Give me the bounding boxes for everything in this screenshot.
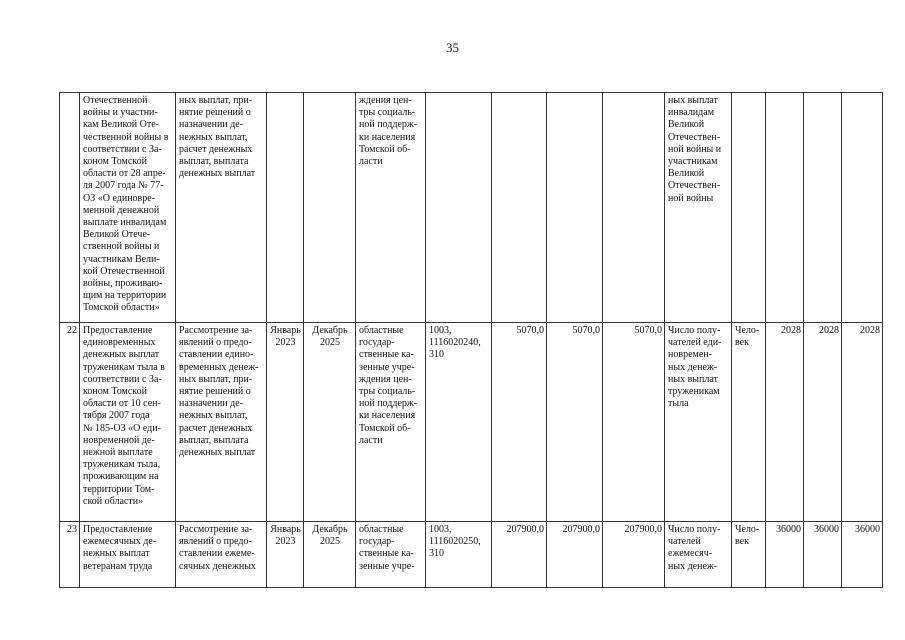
amount-2024-cell: 5070,0 bbox=[547, 323, 603, 522]
indicator-2023-cell bbox=[766, 93, 804, 323]
indicator-2025-cell: 36000 bbox=[842, 522, 883, 588]
amount-2025-cell: 207900,0 bbox=[603, 522, 665, 588]
budget-code-cell: 1003, 1116020250, 310 bbox=[426, 522, 492, 588]
row-number-cell bbox=[60, 93, 80, 323]
page-number: 35 bbox=[446, 40, 459, 55]
unit-cell: Чело- век bbox=[732, 522, 766, 588]
measure-action-cell: Рассмотрение за- явлений о предо- ставлении едино- временных денеж- ных выплат, при- нятие решений о назначении де- нежных выплат, расчет денежных выплат, выплата денежных выплат bbox=[176, 323, 267, 522]
indicator-2024-cell: 36000 bbox=[804, 522, 842, 588]
measure-action-cell: Рассмотрение за- явлений о предо- ставлении ежеме- сячных денежных bbox=[176, 522, 267, 588]
row-number-cell: 23 bbox=[60, 522, 80, 588]
indicator-2025-cell: 2028 bbox=[842, 323, 883, 522]
table-row bbox=[60, 93, 883, 323]
row-number-cell: 22 bbox=[60, 323, 80, 522]
table-row bbox=[60, 323, 883, 522]
measure-name-cell: Предоставление единовременных денежных выплат труженикам тыла в соответствии с За- коном Томской области от 10 сен- тября 2007 года № 185-ОЗ «О еди- новременной де- нежной выплате труженикам тыла, проживающим на территории Том- ской области» bbox=[80, 323, 176, 522]
indicator-cell: Число полу- чателей ежемесяч- ных денеж- bbox=[665, 522, 732, 588]
end-date-cell bbox=[304, 93, 356, 323]
executor-cell: ждения цен- тры социаль- ной поддерж- ки населения Томской об- ласти bbox=[356, 93, 426, 323]
unit-cell bbox=[732, 93, 766, 323]
amount-2025-cell: 5070,0 bbox=[603, 323, 665, 522]
executor-cell: областные государ- ственные ка- зенные учре- bbox=[356, 522, 426, 588]
end-date-cell: Декабрь 2025 bbox=[304, 323, 356, 522]
end-date-cell: Декабрь 2025 bbox=[304, 522, 356, 588]
start-date-cell: Январь 2023 bbox=[267, 323, 304, 522]
indicator-2025-cell bbox=[842, 93, 883, 323]
measure-name-cell: Предоставление ежемесячных де- нежных выплат ветеранам труда bbox=[80, 522, 176, 588]
amount-2023-cell: 5070,0 bbox=[492, 323, 547, 522]
program-measures-table bbox=[59, 92, 883, 588]
budget-code-cell bbox=[426, 93, 492, 323]
indicator-2024-cell bbox=[804, 93, 842, 323]
executor-cell: областные государ- ственные ка- зенные учре- ждения цен- тры социаль- ной поддерж- ки населения Томской об- ласти bbox=[356, 323, 426, 522]
unit-cell: Чело- век bbox=[732, 323, 766, 522]
amount-2023-cell bbox=[492, 93, 547, 323]
amount-2025-cell bbox=[603, 93, 665, 323]
indicator-2023-cell: 36000 bbox=[766, 522, 804, 588]
start-date-cell bbox=[267, 93, 304, 323]
table-row bbox=[60, 522, 883, 588]
amount-2024-cell: 207900,0 bbox=[547, 522, 603, 588]
amount-2024-cell bbox=[547, 93, 603, 323]
indicator-cell: ных выплат инвалидам Великой Отечествен- ной войны и участникам Великой Отечествен- ной войны bbox=[665, 93, 732, 323]
amount-2023-cell: 207900,0 bbox=[492, 522, 547, 588]
measure-name-cell: Отечественной войны и участни- кам Великой Оте- чественной войны в соответствии с За- коном Томской области от 28 апре- ля 2007 года № 77- ОЗ «О единовре- менной денежной выплате инвалидам Великой Отече- ственной войны и участникам Вели- кой Отечественной войны, проживаю- щим на территории Томской области» bbox=[80, 93, 176, 323]
budget-code-cell: 1003, 1116020240, 310 bbox=[426, 323, 492, 522]
measure-action-cell: ных выплат, при- нятие решений о назначении де- нежных выплат, расчет денежных выплат, выплата денежных выплат bbox=[176, 93, 267, 323]
indicator-2023-cell: 2028 bbox=[766, 323, 804, 522]
start-date-cell: Январь 2023 bbox=[267, 522, 304, 588]
indicator-2024-cell: 2028 bbox=[804, 323, 842, 522]
indicator-cell: Число полу- чателей еди- новремен- ных денеж- ных выплат труженикам тыла bbox=[665, 323, 732, 522]
